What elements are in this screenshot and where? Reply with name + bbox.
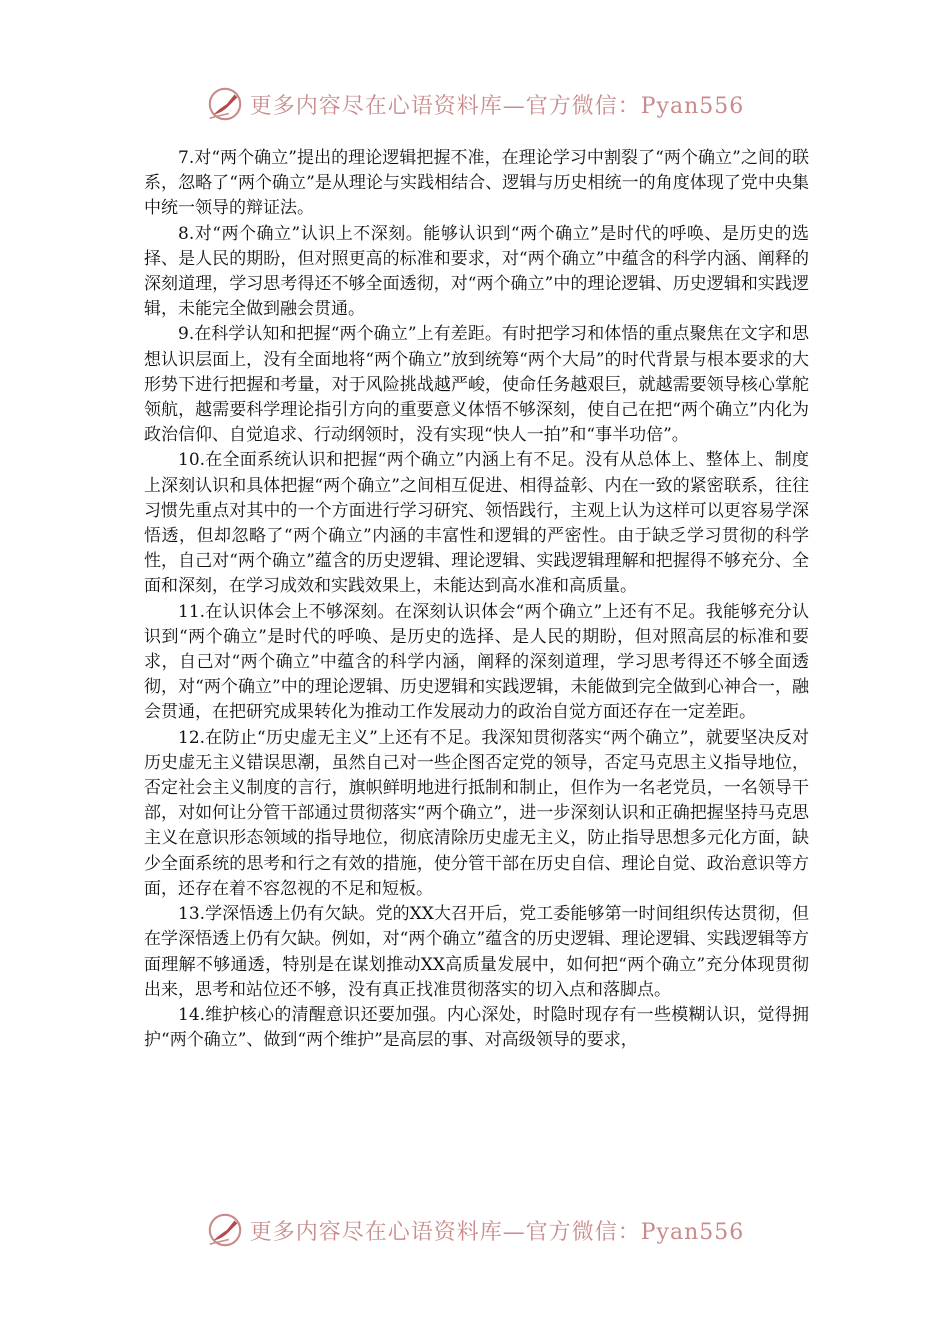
- paragraph-12: 12.在防止“历史虚无主义”上还有不足。我深知贯彻落实“两个确立”，就要坚决反对历史虚无主义错误思潮，虽然自己对一些企图否定党的领导，否定马克思主义指导地位，否定社会主义制度的言行，旗帜鲜明地进行抵制和制止，但作为一名老党员，一名领导干部，对如何让分管干部通过贯彻落实“两个确立”，进一步深刻认识和正确把握坚持马克思主义在意识形态领域的指导地位，彻底清除历史虚无主义，防止指导思想多元化方面，缺少全面系统的思考和行之有效的措施，使分管干部在历史自信、理论自觉、政治意识等方面，还存在着不容忽视的不足和短板。: [144, 727, 809, 899]
- paragraph-8: 8.对“两个确立”认识上不深刻。能够认识到“两个确立”是时代的呼唤、是历史的选择、是人民的期盼，但对照更高的标准和要求，对“两个确立”中蕴含的科学内涵、阐释的深刻道理，学习思考得还不够全面透彻，对“两个确立”中的理论逻辑、历史逻辑和实践逻辑，未能完全做到融会贯通。: [144, 223, 809, 320]
- paragraph-7: 7.对“两个确立”提出的理论逻辑把握不准，在理论学习中割裂了“两个确立”之间的联系，忽略了“两个确立”是从理论与实践相结合、逻辑与历史相统一的角度体现了党中央集中统一领导的辩证法。: [144, 148, 809, 219]
- paragraph-14: 14.维护核心的清醒意识还要加强。内心深处，时隐时现存有一些模糊认识，觉得拥护“两个确立”、做到“两个维护”是高层的事、对高级领导的要求，: [144, 1004, 809, 1051]
- pen-nib-logo-icon: [206, 85, 244, 123]
- paragraph-11: 11.在认识体会上不够深刻。在深刻认识体会“两个确立”上还有不足。我能够充分认识到“两个确立”是时代的呼唤、是历史的选择、是人民的期盼，但对照高层的标准和要求，自己对“两个确立”中蕴含的科学内涵，阐释的深刻道理，学习思考得还不够全面透彻，对“两个确立”中的理论逻辑、历史逻辑和实践逻辑，未能做到完全做到心神合一，融会贯通，在把研究成果转化为推动工作发展动力的政治自觉方面还存在一定差距。: [144, 601, 809, 723]
- paragraph-13: 13.学深悟透上仍有欠缺。党的XX大召开后，党工委能够第一时间组织传达贯彻，但在学深悟透上仍有欠缺。例如，对“两个确立”蕴含的历史逻辑、理论逻辑、实践逻辑等方面理解不够通透，特别是在谋划推动XX高质量发展中，如何把“两个确立”充分体现贯彻出来，思考和站位还不够，没有真正找准贯彻落实的切入点和落脚点。: [144, 904, 809, 1000]
- pen-nib-logo-icon: [206, 1211, 244, 1249]
- paragraph-9: 9.在科学认知和把握“两个确立”上有差距。有时把学习和体悟的重点聚焦在文字和思想认识层面上，没有全面地将“两个确立”放到统筹“两个大局”的时代背景与根本要求的大形势下进行把握和考量，对于风险挑战越严峻，使命任务越艰巨，就越需要领导核心掌舵领航，越需要科学理论指引方向的重要意义体悟不够深刻，使自己在把“两个确立”内化为政治信仰、自觉追求、行动纲领时，没有实现“快人一拍”和“事半功倍”。: [144, 324, 809, 446]
- header-banner-text: 更多内容尽在心语资料库—官方微信：Pyan556: [249, 93, 745, 119]
- footer-banner: [0, 1208, 950, 1252]
- document-body: [144, 146, 809, 1053]
- footer-banner-text: 更多内容尽在心语资料库—官方微信：Pyan556: [249, 1219, 745, 1245]
- header-banner: [0, 82, 950, 126]
- paragraph-10: 10.在全面系统认识和把握“两个确立”内涵上有不足。没有从总体上、整体上、制度上深刻认识和具体把握“两个确立”之间相互促进、相得益彰、内在一致的紧密联系，往往习惯先重点对其中的一个方面进行学习研究、领悟践行，主观上认为这样可以更容易学深悟透，但却忽略了“两个确立”内涵的丰富性和逻辑的严密性。由于缺乏学习贯彻的科学性，自己对“两个确立”蕴含的历史逻辑、理论逻辑、实践逻辑理解和把握得不够充分、全面和深刻，在学习成效和实践效果上，未能达到高水准和高质量。: [144, 450, 809, 597]
